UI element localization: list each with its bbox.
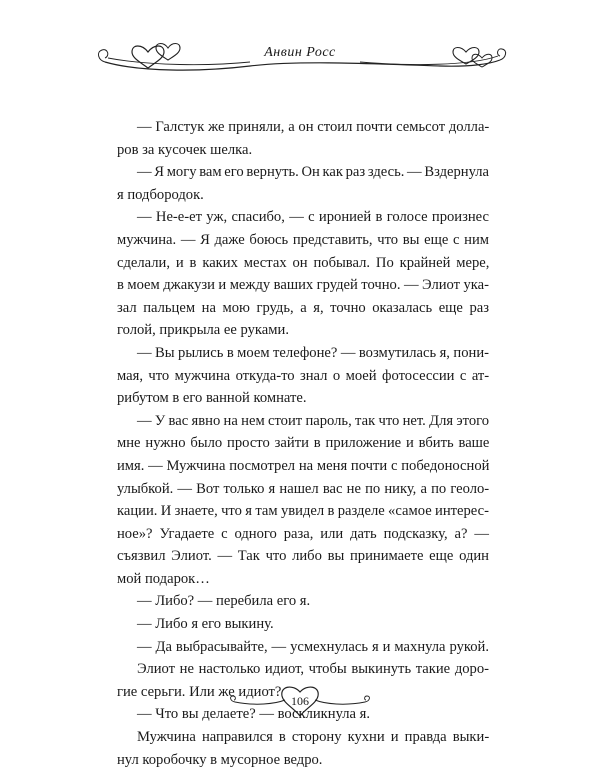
page-number: 106 [291,694,309,708]
text-line: — Да выбрасывайте, — усмехнулась я и махнула рукой. [137,638,489,655]
text-line: — У вас явно на нем стоит пароль, так что нет. Для этого [137,412,490,429]
text-line: я подбородок. [117,186,204,203]
text-line: сделали, и в каких местах он побывал. По крайней мере, [117,254,490,271]
text-line: — Вы рылись в моем телефоне? — возмутилась я, пони- [137,344,489,361]
text-line: ное»? Угадаете с одного раза, или дать подсказку, а? — [117,525,489,542]
text-line: мужчина. — Я даже боюсь представить, что вы еще с ним [117,231,489,248]
text-line: мой подарок… [117,570,210,587]
text-line: зал пальцем на мою грудь, а я, точно оказалась еще раз [117,299,489,316]
text-line: Элиот не настолько идиот, чтобы выкинуть такие доро- [137,661,489,678]
text-line: мне нужно было просто зайти в приложение и вбить ваше [117,435,490,452]
text-line: голой, прикрыла ее руками. [117,322,289,339]
text-line: — Галстук же приняли, а он стоил почти семьсот долла- [137,119,490,135]
text-line: в моем джакузи и между ваших грудей точно. — Элиот ука- [117,277,489,294]
text-line: — Что вы делаете? — воскликнула я. [137,706,371,723]
author-name: Анвин Росс [264,45,336,60]
text-line: — Либо я его выкину. [137,616,274,633]
text-line: ров за кусочек шелка. [117,141,253,158]
page-body-text [117,116,489,771]
text-line: нул коробочку в мусорное ведро. [117,751,323,768]
text-line: — Я могу вам его вернуть. Он как раз здесь. — Вздернула [137,164,489,181]
text-line: рибутом в его ванной комнате. [117,390,307,407]
text-line: Мужчина направился в сторону кухни и правда выки- [137,729,490,746]
text-line: мая, что мужчина откуда-то знал о моей фотосессии с ат- [117,367,490,384]
text-line: — Не-е-ет уж, спасибо, — с иронией в голосе произнес [137,209,489,226]
running-header [0,0,600,90]
text-line: улыбкой. — Вот только я нашел вас не по нику, а по геоло- [117,480,490,497]
text-line: кации. И знаете, что я там увидел в разделе «самое интерес- [117,503,489,520]
text-line: имя. — Мужчина посмотрел на меня почти с победоносной [117,457,490,474]
page-footer [0,684,600,724]
text-line: — Либо? — перебила его я. [137,593,311,610]
text-line: съязвил Элиот. — Так что либо вы принимаете еще один [117,548,489,565]
text-line: гие серьги. Или же идиот? [117,683,282,700]
